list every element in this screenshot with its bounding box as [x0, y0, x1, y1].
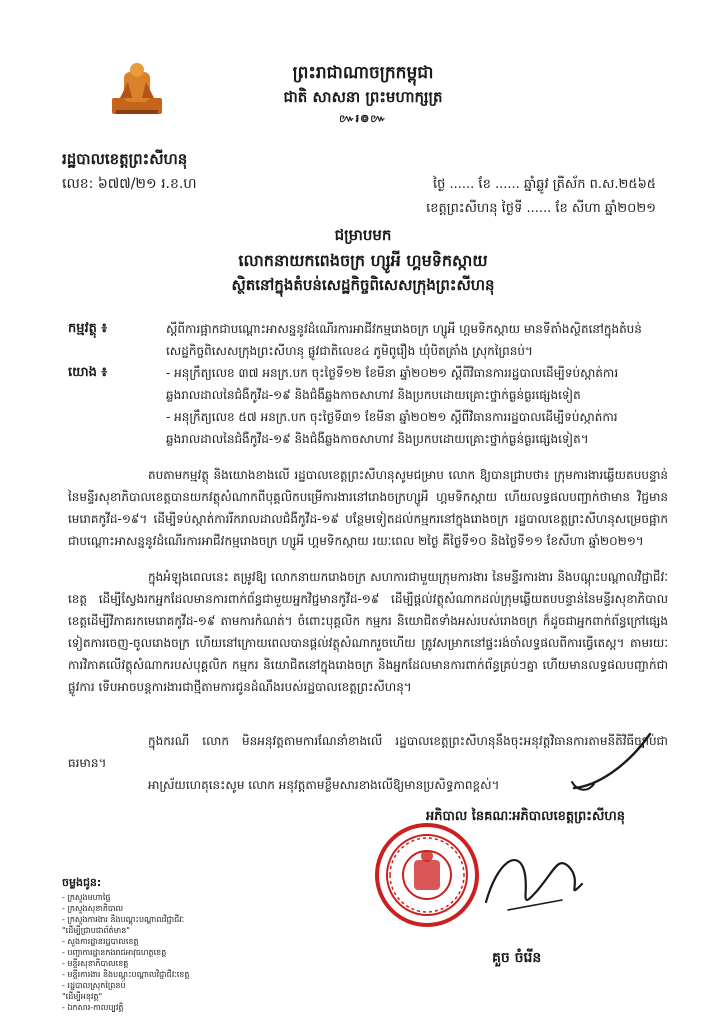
signer-name: គួច ចំរើន [492, 950, 542, 966]
lunar-date: ថ្ងៃ ...... ខែ ...... ឆ្នាំឆ្លូវ ត្រីស័ក ព.ស.២៥៦៥ [433, 177, 656, 192]
cc-item: - បញ្ជាការដ្ឋានកងរាជអាវុធហត្ថខេត្ត [62, 948, 167, 957]
cc-item: - ក្រសួងសុខាភិបាល [62, 904, 124, 913]
handwritten-mark-icon [566, 728, 656, 798]
kingdom-motto: ជាតិ សាសនា ព្រះមហាក្សត្រ [283, 88, 443, 106]
cc-item: - ក្រសួងការងារ និងបណ្តុះបណ្តាលវិជ្ជាជីវៈ [62, 915, 185, 924]
cc-item: - ឯកសារ-កាលប្បវត្តិ [62, 1003, 124, 1012]
reference-number: លេខ: ៦៧៧/២១ រ.ខ.ហ [62, 176, 197, 192]
signer-title: អភិបាល នៃគណៈអភិបាលខេត្តព្រះសីហនុ [426, 809, 625, 824]
ornament-separator: ៚៛៙៚ [339, 112, 387, 125]
subject-label: កម្មវត្ថុ ៖ [68, 321, 108, 336]
kingdom-title: ព្រះរាជាណាចក្រកម្ពុជា [292, 63, 434, 83]
reference-item: - អនុក្រឹត្យលេខ ៣៧ អនក្រ.បក ចុះថ្ងៃទី១២ ខែមីនា ឆ្នាំ២០២១ ស្តីពីវិធានការរដ្ឋបាលដើម្បីទប់ស្កាត់ការឆ្លងរាលដាលនៃជំងឺកូវីដ-១៩ និងជំងឺឆ្លងកាចសាហាវ និងប្រកបដោយគ្រោះថ្នាក់ធ្ងន់ធ្ងរផ្សេងទៀត [166, 366, 619, 402]
sender-agency: រដ្ឋបាលខេត្តព្រះសីហនុ [62, 150, 188, 168]
cc-item: - មន្ទីរការងារ និងបណ្តុះបណ្តាលវិជ្ជាជីវៈខេត្ត [62, 970, 190, 979]
body-paragraph: តបតាមកម្មវត្ថុ និងយោងខាងលើ រដ្ឋបាលខេត្តព្រះសីហនុសូមជម្រាប លោក ឱ្យបានជ្រាបថា៖ ក្រុមការងារឆ្លើយតបបន្ទាន់នៃមន្ទីរសុខាភិបាលខេត្តបានយកវត្ថុសំណាកពីបុគ្គលិកបម្រើការងារនៅរោងចក្រហ្សូអី ហ្គមទិកស្កាយ ហើយលទ្ធផលបញ្ជាក់ថាមាន វិជ្ជមានមេរោគកូវីដ-១៩។ ដើម្បីទប់ស្កាត់ការរីករាលដាលជំងឺកូវីដ-១៩ បន្ថែមទៀតដល់កម្មករនៅក្នុងរោងចក្រ រដ្ឋបាលខេត្តព្រះសីហនុសម្រេចផ្អាកជាបណ្តោះអាសន្ននូវដំណើរការអាជីវកម្មរោងចក្រ ហ្សូអី ហ្គមទិកស្កាយ រយៈពេល ២ថ្ងៃ គឺថ្ងៃទី១០ និងថ្ងៃទី១១ ខែសីហា ឆ្នាំ២០២១។ [68, 468, 668, 548]
body-paragraph: អាស្រ័យហេតុនេះសូម លោក អនុវត្តតាមខ្លឹមសារខាងលើឱ្យមានប្រសិទ្ធភាពខ្ពស់។ [148, 778, 500, 792]
cc-list [62, 892, 262, 1013]
salutation: ជម្រាបមក [334, 226, 392, 244]
body-paragraph: ក្នុងករណី លោក មិនអនុវត្តតាមការណែនាំខាងលើ រដ្ឋបាលខេត្តព្រះសីហនុនឹងចុះអនុវត្តវិធានការតាមនីតិវិធីច្បាប់ជាធរមាន។ [68, 734, 668, 770]
reference-label: យោង ៖ [68, 365, 108, 380]
addressee-person: លោកនាយកពេងចក្រ ហ្សូអី ហ្គមទិកស្កាយ [238, 251, 488, 270]
solar-date: ខេត្តព្រះសីហនុ ថ្ងៃទី ...... ខែ សីហា ឆ្នាំ២០២១ [426, 201, 656, 216]
cc-item: - រដ្ឋបាលស្រុកព្រៃនប់ [62, 981, 126, 990]
body-paragraph: ក្នុងអំឡុងពេលនេះ តម្រូវឱ្យ លោកនាយករោងចក្រ សហការជាមួយក្រុមការងារ នៃមន្ទីរការងារ និងបណ្តុះបណ្តាលវិជ្ជាជីវៈខេត្ត ដើម្បីស្វែងរកអ្នកដែលមានការពាក់ព័ន្ធជាមួយអ្នកវិជ្ជមានកូវីដ-១៩ ដើម្បីផ្តល់វត្ថុសំណាកដល់ក្រុមឆ្លើយតបបន្ទាន់នៃមន្ទីរសុខាភិបាលខេត្តដើម្បីវិភាគរកមេរោគកូវីដ-១៩ តាមការកំណត់។ ចំពោះបុគ្គលិក កម្មករ និយោជិតទាំងអស់របស់រោងចក្រ ក៏ដូចជាអ្នកពាក់ព័ន្ធក្រៅផ្សេងទៀតការចេញ-ចូលរោងចក្រ ហើយនៅក្រោយពេលបានផ្តល់វត្ថុសំណាករួចហើយ ត្រូវសម្រាកនៅផ្ទះរង់ចាំលទ្ធផលពីការធ្វើតេស្ត។ តាមរយៈការវិភាគលើវត្ថុសំណាករបស់បុគ្គលិក កម្មករ និយោជិតនៅក្នុងរោងចក្រ និងអ្នកដែលមានការពាក់ព័ន្ធគ្រប់ៗគ្នា ហើយមានលទ្ធផលបញ្ជាក់ជាផ្លូវការ ទើបអាចបន្តការងារជាថ្មីតាមការជូនដំណឹងរបស់រដ្ឋបាលខេត្តព្រះសីហនុ។ [68, 570, 668, 694]
subject-row [68, 318, 668, 362]
addressee-location: ស្ថិតនៅក្នុងតំបន់សេដ្ឋកិច្ចពិសេសក្រុងព្រះសីហនុ [231, 276, 495, 294]
reference-item: - អនុក្រឹត្យលេខ ៥៧ អនក្រ.បក ចុះថ្ងៃទី៣១ ខែមីនា ឆ្នាំ២០២១ ស្តីពីវិធានការរដ្ឋបាលដើម្បីទប់ស្កាត់ការឆ្លងរាលដាលនៃជំងឺកូវីដ-១៩ និងជំងឺឆ្លងកាចសាហាវ និងប្រកបដោយគ្រោះថ្នាក់ធ្ងន់ធ្ងរផ្សេងទៀត។ [166, 410, 618, 446]
cc-item: - ក្រសួងមហាផ្ទៃ [62, 893, 111, 902]
subject-text: ស្តីពីការផ្អាកជាបណ្តោះអាសន្ននូវដំណើរការអាជីវកម្មរោងចក្រ ហ្សូអី ហ្គមទិកស្កាយ មានទីតាំងស្ថិតនៅក្នុងតំបន់សេដ្ឋកិច្ចពិសេសក្រុងព្រះសីហនុ ផ្លូវជាតិលេខ៤ ភូមិពូរឿង ឃុំបិតត្រាំង ស្រុកព្រៃនប់។ [166, 322, 642, 358]
official-seal-icon [372, 820, 482, 930]
cc-title: ចម្លងជូន: [62, 876, 102, 889]
signature-icon [478, 840, 588, 920]
cc-item: - មន្ទីរសុខាភិបាលខេត្ត [62, 959, 129, 968]
reference-row [68, 406, 668, 450]
cc-item: "ដើម្បីអនុវត្ត" [62, 992, 103, 1001]
cc-item: - សួងការដ្ឋានរដ្ឋបាលខេត្ត [62, 937, 139, 946]
cc-item: "ដើម្បីជ្រាបជាព័ត៌មាន" [62, 926, 130, 935]
reference-row [68, 362, 668, 406]
